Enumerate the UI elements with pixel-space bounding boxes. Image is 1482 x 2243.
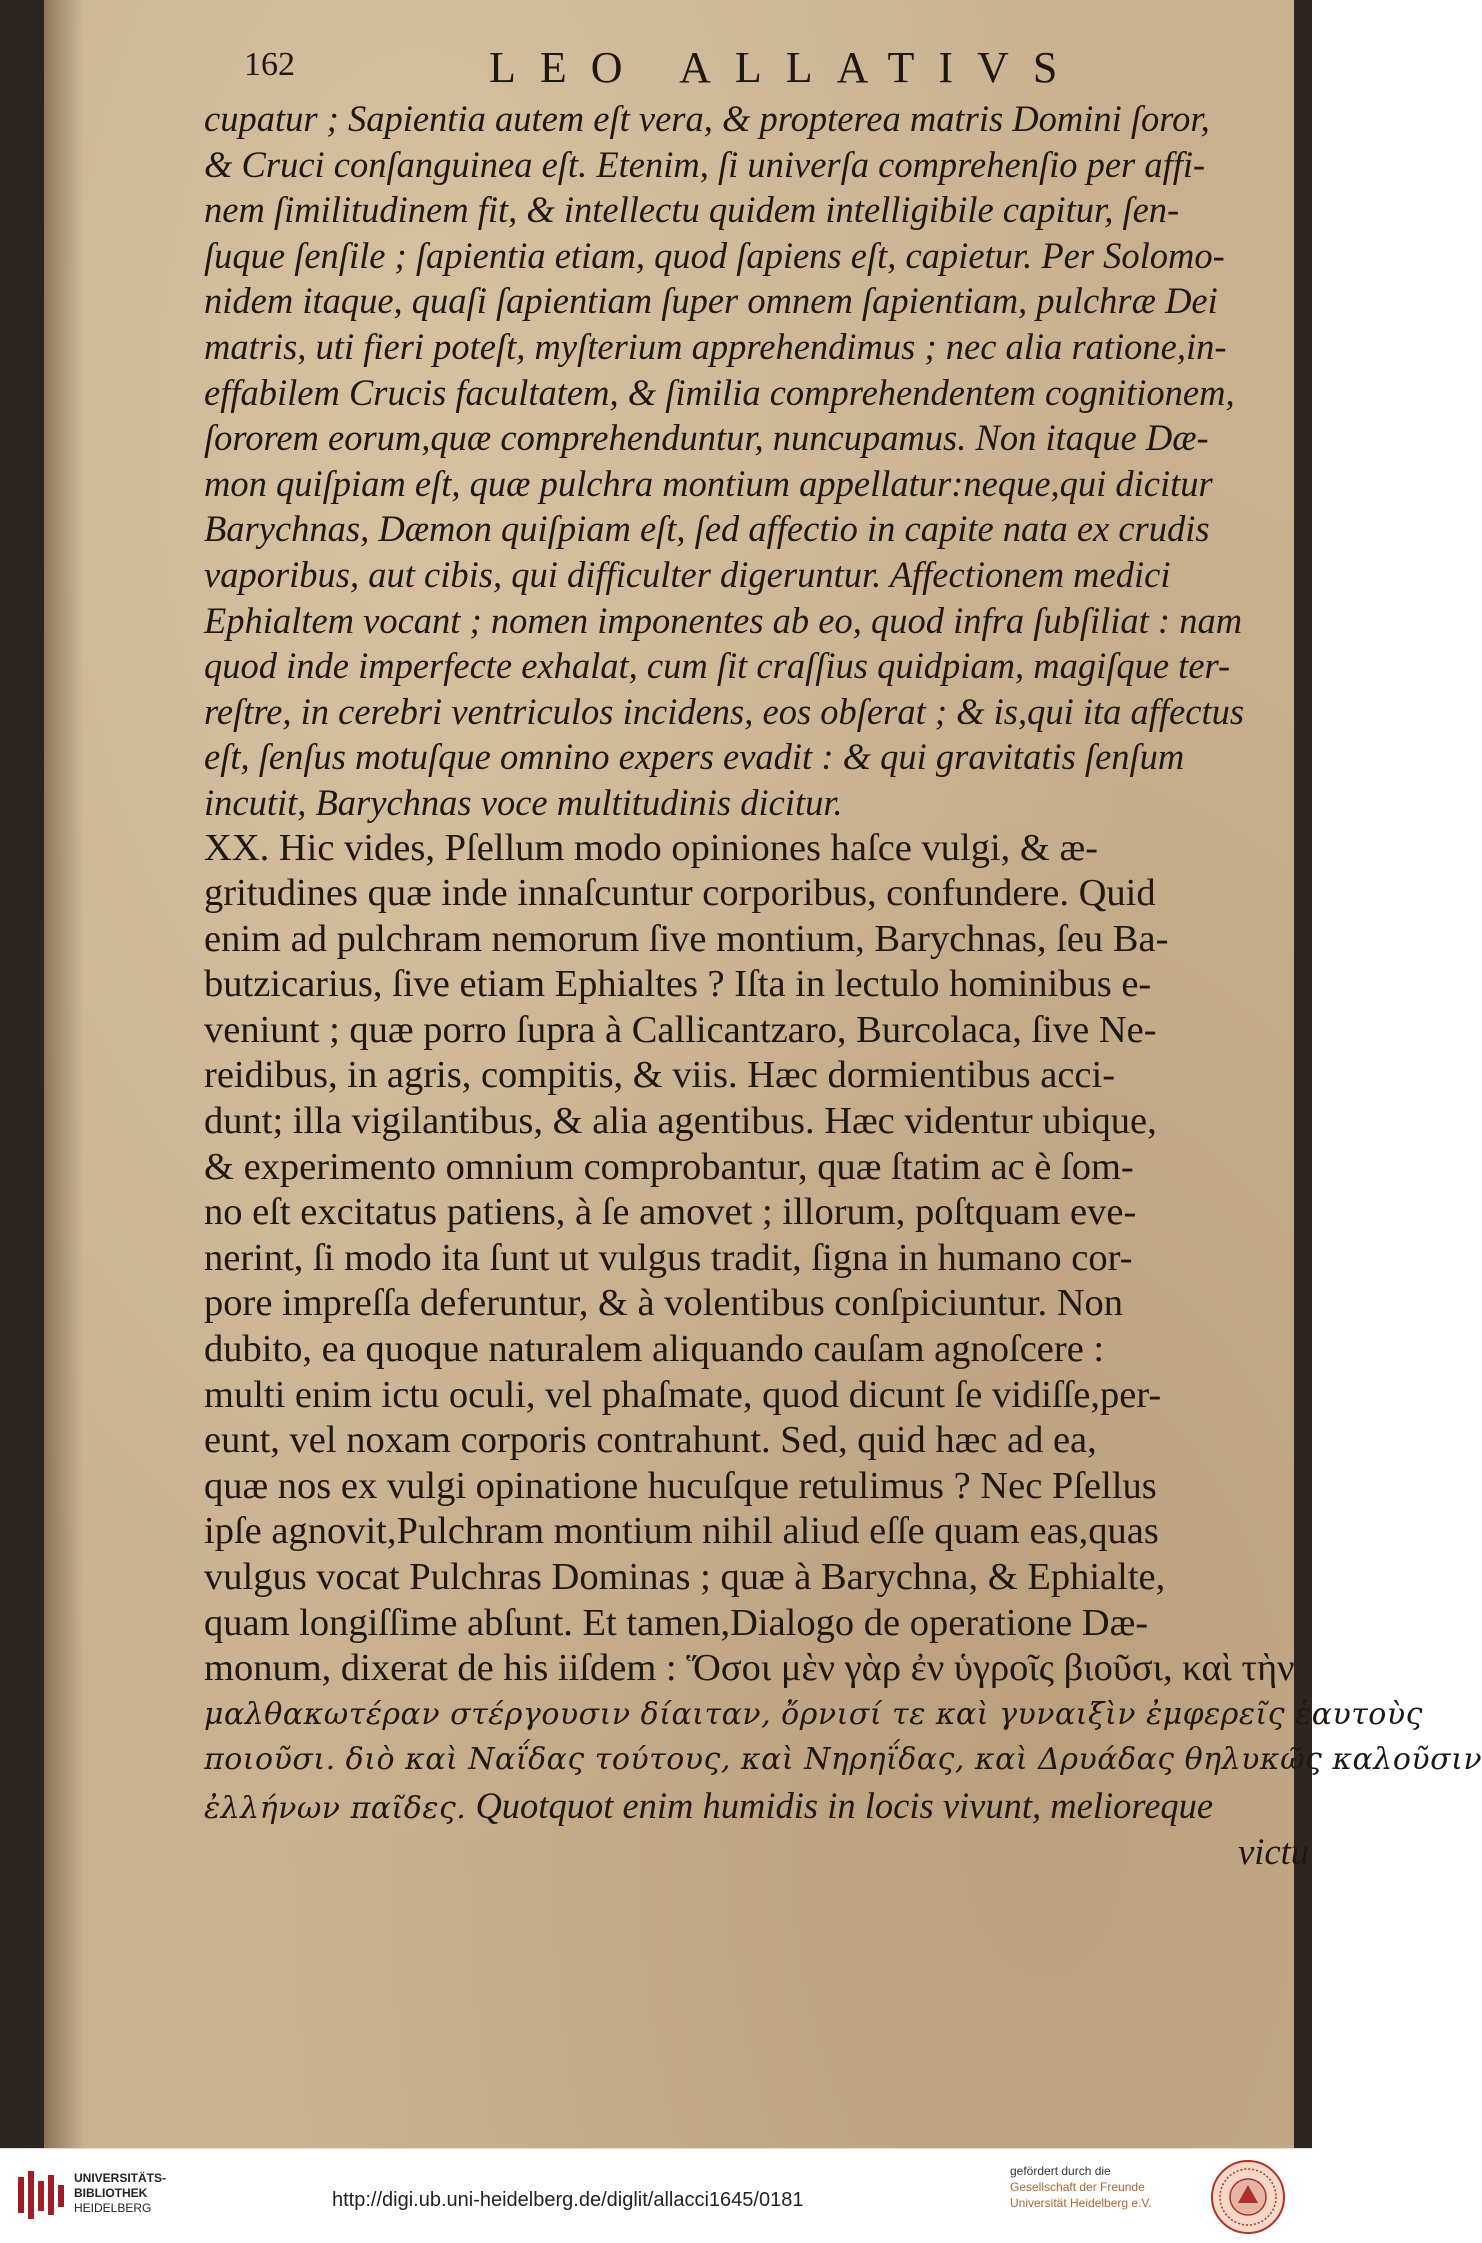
page-text	[204, 40, 1482, 1874]
italic-text-line: Barychnas, Dæmon quiſpiam eſt, ſed affectio in capite nata ex crudis	[204, 508, 1210, 550]
library-name	[74, 2171, 166, 2216]
greek-quotation	[204, 1692, 1482, 1783]
roman-text-line: pore impreſſa deferuntur, & à volentibus conſpiciuntur. Non	[204, 1282, 1124, 1325]
funding-org-line-1: Gesellschaft der Freunde	[1010, 2180, 1145, 2194]
book-page	[44, 0, 1482, 2148]
roman-text-line: quam longiſſime abſunt. Et tamen,Dialogo de operatione Dæ-	[204, 1601, 1149, 1644]
greek-text-line: ποιοῦσι. διὸ καὶ Ναΐδας τούτους, καὶ Νηρηΐδας, καὶ Δρυάδας θηλυκῶς καλοῦσιν	[204, 1742, 1482, 1778]
greek-text-line: μαλθακωτέραν στέργουσιν δίαιταν, ὄρνισί τε καὶ γυναιξὶν ἐμφερεῖς ἑαυτοὺς	[204, 1696, 1423, 1732]
italic-text-line: ſuque ſenſile ; ſapientia etiam, quod ſapiens eſt, capietur. Per Solomo-	[204, 234, 1225, 276]
latin-closing: Quotquot enim humidis in locis vivunt, melioreque	[475, 1784, 1214, 1826]
italic-text-line: ſororem eorum,quæ comprehenduntur, nuncupamus. Non itaque Dæ-	[204, 417, 1209, 459]
italic-text-line: matris, uti fieri poteſt, myſterium apprehendimus ; nec alia ratione,in-	[204, 325, 1227, 367]
funding-note	[1010, 2163, 1152, 2211]
greek-closing: ἐλλήνων παῖδες.	[204, 1790, 467, 1826]
italic-text-line: cupatur ; Sapientia autem eſt vera, & propterea matris Domini ſoror,	[204, 98, 1210, 139]
roman-text-line: multi enim ictu oculi, vel phaſmate, quod dicunt ſe vidiſſe,per-	[204, 1373, 1162, 1416]
italic-text-line: nidem itaque, quaſi ſapientiam ſuper omnem ſapientiam, pulchræ Dei	[204, 280, 1218, 322]
roman-text-line: no eſt excitatus patiens, à ſe amovet ; illorum, poſtquam eve-	[204, 1191, 1137, 1234]
catchword: victu	[1238, 1830, 1309, 1872]
italic-text-line: & Cruci conſanguinea eſt. Etenim, ſi univerſa comprehenſio per affi-	[204, 143, 1206, 185]
roman-text-line: veniunt ; quæ porro ſupra à Callicantzaro, Burcolaca, ſive Ne-	[204, 1008, 1157, 1051]
funding-label: gefördert durch die	[1010, 2164, 1111, 2178]
university-seal-icon	[1210, 2159, 1286, 2235]
roman-text-line: ipſe agnovit,Pulchram montium nihil aliud eſſe quam eas,quas	[204, 1510, 1159, 1553]
italic-text-line: eſt, ſenſus motuſque omnino expers evadit : & qui gravitatis ſenſum	[204, 736, 1185, 778]
library-name-line-3: HEIDELBERG	[74, 2201, 152, 2215]
viewer-footer	[0, 2148, 1312, 2243]
page-number: 162	[244, 46, 295, 83]
italic-text-line: mon quiſpiam eſt, quæ pulchra montium appellatur:neque,qui dicitur	[204, 462, 1213, 504]
roman-text-line: monum, dixerat de his iiſdem : Ὅσοι μὲν γὰρ ἐν ὑγροῖς βιοῦσι, καὶ τὴν	[204, 1647, 1295, 1690]
roman-text-line: dubito, ea quoque naturalem aliquando cauſam agnoſcere :	[204, 1328, 1105, 1371]
roman-text-line: XX. Hic vides, Pſellum modo opiniones haſce vulgi, & æ-	[204, 826, 1098, 869]
italic-text-line: nem ſimilitudinem fit, & intellectu quidem intelligibile capitur, ſen-	[204, 189, 1180, 231]
roman-text-line: enim ad pulchram nemorum ſive montium, Barychnas, ſeu Ba-	[204, 917, 1169, 960]
roman-text-line: vulgus vocat Pulchras Dominas ; quæ à Barychna, & Ephialte,	[204, 1556, 1166, 1598]
roman-text-line: eunt, vel noxam corporis contrahunt. Sed, quid hæc ad ea,	[204, 1419, 1097, 1462]
closing-line	[204, 1783, 1319, 1874]
italic-text-line: effabilem Crucis facultatem, & ſimilia comprehendentem cognitionem,	[204, 371, 1235, 413]
italic-text-line: Ephialtem vocant ; nomen imponentes ab eo, quod infra ſubſiliat : nam	[204, 599, 1243, 641]
italic-text-line: quod inde imperfecte exhalat, cum ſit craſſius quidpiam, magiſque ter-	[204, 645, 1231, 687]
library-logo-icon	[16, 2167, 72, 2223]
funding-org-line-2: Universität Heidelberg e.V.	[1010, 2196, 1152, 2210]
roman-paragraph	[204, 826, 1319, 1692]
roman-text-line: dunt; illa vigilantibus, & alia agentibus. Hæc videntur ubique,	[204, 1100, 1157, 1143]
library-name-line-2: BIBLIOTHEK	[74, 2186, 148, 2200]
roman-text-line: gritudines quæ inde innaſcuntur corporibus, confundere. Quid	[204, 872, 1156, 915]
italic-text-line: incutit, Barychnas voce multitudinis dicitur.	[204, 781, 843, 823]
library-name-line-1: UNIVERSITÄTS-	[74, 2171, 167, 2185]
italic-text-line: vaporibus, aut cibis, qui difficulter digeruntur. Affectionem medici	[204, 553, 1171, 595]
italic-text-line: reſtre, in cerebri ventriculos incidens, eos obſerat ; & is,qui ita affectus	[204, 690, 1245, 732]
roman-text-line: & experimento omnium comprobantur, quæ ſtatim ac è ſom-	[204, 1145, 1134, 1188]
running-head: LEO ALLATIVS	[489, 43, 1082, 92]
italic-paragraph	[204, 96, 1319, 826]
page-header	[244, 40, 1319, 96]
roman-text-line: quæ nos ex vulgi opinatione hucuſque retulimus ? Nec Pſellus	[204, 1464, 1157, 1507]
roman-text-line: butzicarius, ſive etiam Ephialtes ? Iſta in lectulo hominibus e-	[204, 963, 1152, 1006]
permalink-url[interactable]: http://digi.ub.uni-heidelberg.de/diglit/allacci1645/0181	[332, 2189, 804, 2211]
roman-text-line: reidibus, in agris, compitis, & viis. Hæc dormientibus acci-	[204, 1054, 1116, 1097]
roman-text-line: nerint, ſi modo ita ſunt ut vulgus tradit, ſigna in humano cor-	[204, 1236, 1133, 1279]
